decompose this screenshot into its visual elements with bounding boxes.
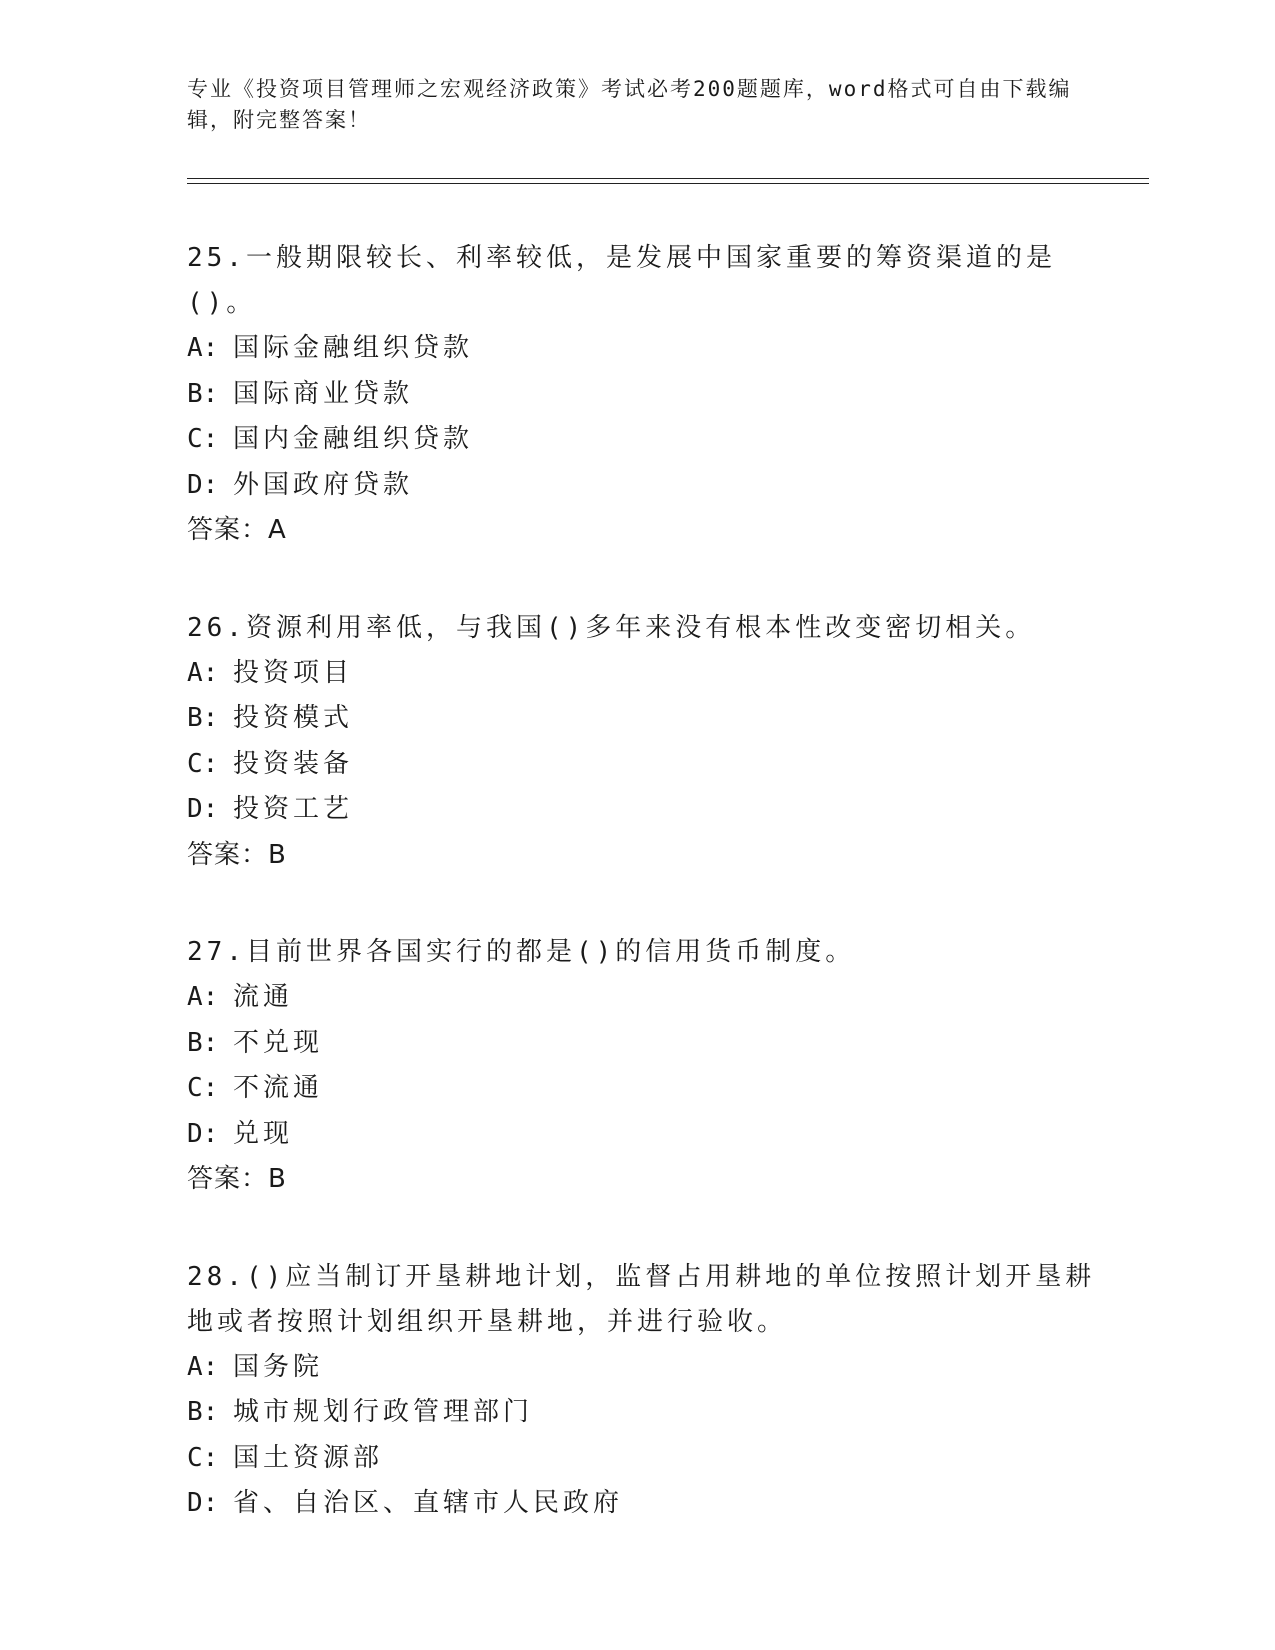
- header-divider-line: [187, 178, 1149, 179]
- option-text: 城市规划行政管理部门: [233, 1397, 534, 1427]
- option-letter: C:: [187, 1073, 219, 1103]
- question-item: [187, 606, 1107, 879]
- question-stem: 28.()应当制订开垦耕地计划，监督占用耕地的单位按照计划开垦耕地或者按照计划组织开垦耕地，并进行验收。: [187, 1261, 1096, 1337]
- option-a: [187, 651, 1107, 697]
- option-letter: A:: [187, 1351, 219, 1382]
- option-letter: A:: [187, 333, 219, 363]
- question-stem: 27.目前世界各国实行的都是()的信用货币制度。: [187, 937, 856, 967]
- question-item: [187, 1255, 1107, 1527]
- option-c: [187, 742, 1107, 788]
- option-letter: D:: [187, 1118, 219, 1149]
- option-letter: C:: [187, 424, 219, 454]
- option-b: [187, 1021, 1107, 1067]
- option-letter: A:: [187, 982, 219, 1012]
- option-d: [187, 1112, 1107, 1158]
- document-header: 专业《投资项目管理师之宏观经济政策》考试必考200题题库，word格式可自由下载编辑，附完整答案！: [187, 77, 1072, 132]
- option-letter: D:: [187, 794, 219, 824]
- option-d: [187, 787, 1107, 833]
- option-a: [187, 1345, 1107, 1391]
- option-text: 兑现: [233, 1118, 294, 1149]
- option-letter: C:: [187, 1442, 219, 1473]
- option-letter: A:: [187, 657, 219, 688]
- option-text: 不兑现: [233, 1027, 324, 1058]
- header-divider-line-secondary: [187, 183, 1149, 184]
- option-letter: B:: [187, 703, 219, 733]
- option-b: [187, 1390, 1107, 1436]
- option-letter: B:: [187, 378, 219, 409]
- option-b: [187, 372, 1107, 418]
- option-letter: D:: [187, 1488, 219, 1518]
- option-text: 投资工艺: [233, 794, 354, 824]
- option-c: [187, 1436, 1107, 1482]
- question-item: [187, 930, 1107, 1203]
- option-letter: D:: [187, 469, 219, 500]
- option-letter: B:: [187, 1027, 219, 1058]
- question-stem: 26.资源利用率低，与我国()多年来没有根本性改变密切相关。: [187, 612, 1036, 643]
- option-text: 国际金融组织贷款: [233, 333, 474, 363]
- option-text: 国内金融组织贷款: [233, 424, 474, 454]
- option-text: 不流通: [233, 1073, 324, 1103]
- option-b: [187, 696, 1107, 742]
- option-text: 国务院: [233, 1351, 324, 1382]
- option-letter: C:: [187, 748, 219, 779]
- option-d: [187, 1481, 1107, 1527]
- option-a: [187, 975, 1107, 1021]
- option-c: [187, 1066, 1107, 1112]
- option-d: [187, 463, 1107, 509]
- answer-line: 答案：B: [187, 839, 287, 870]
- question-item: [187, 236, 1107, 554]
- question-list: [187, 236, 1107, 1579]
- option-text: 外国政府贷款: [233, 469, 414, 500]
- option-text: 流通: [233, 982, 294, 1012]
- answer-line: 答案：B: [187, 1164, 287, 1194]
- option-c: [187, 417, 1107, 463]
- option-text: 投资模式: [233, 703, 354, 733]
- option-text: 国际商业贷款: [233, 378, 414, 409]
- option-letter: B:: [187, 1397, 219, 1427]
- option-text: 投资项目: [233, 657, 354, 688]
- answer-line: 答案：A: [187, 515, 287, 545]
- option-text: 国土资源部: [233, 1442, 384, 1473]
- question-stem: 25.一般期限较长、利率较低，是发展中国家重要的筹资渠道的是()。: [187, 243, 1056, 318]
- option-text: 省、自治区、直辖市人民政府: [233, 1488, 624, 1518]
- option-text: 投资装备: [233, 748, 354, 779]
- option-a: [187, 326, 1107, 372]
